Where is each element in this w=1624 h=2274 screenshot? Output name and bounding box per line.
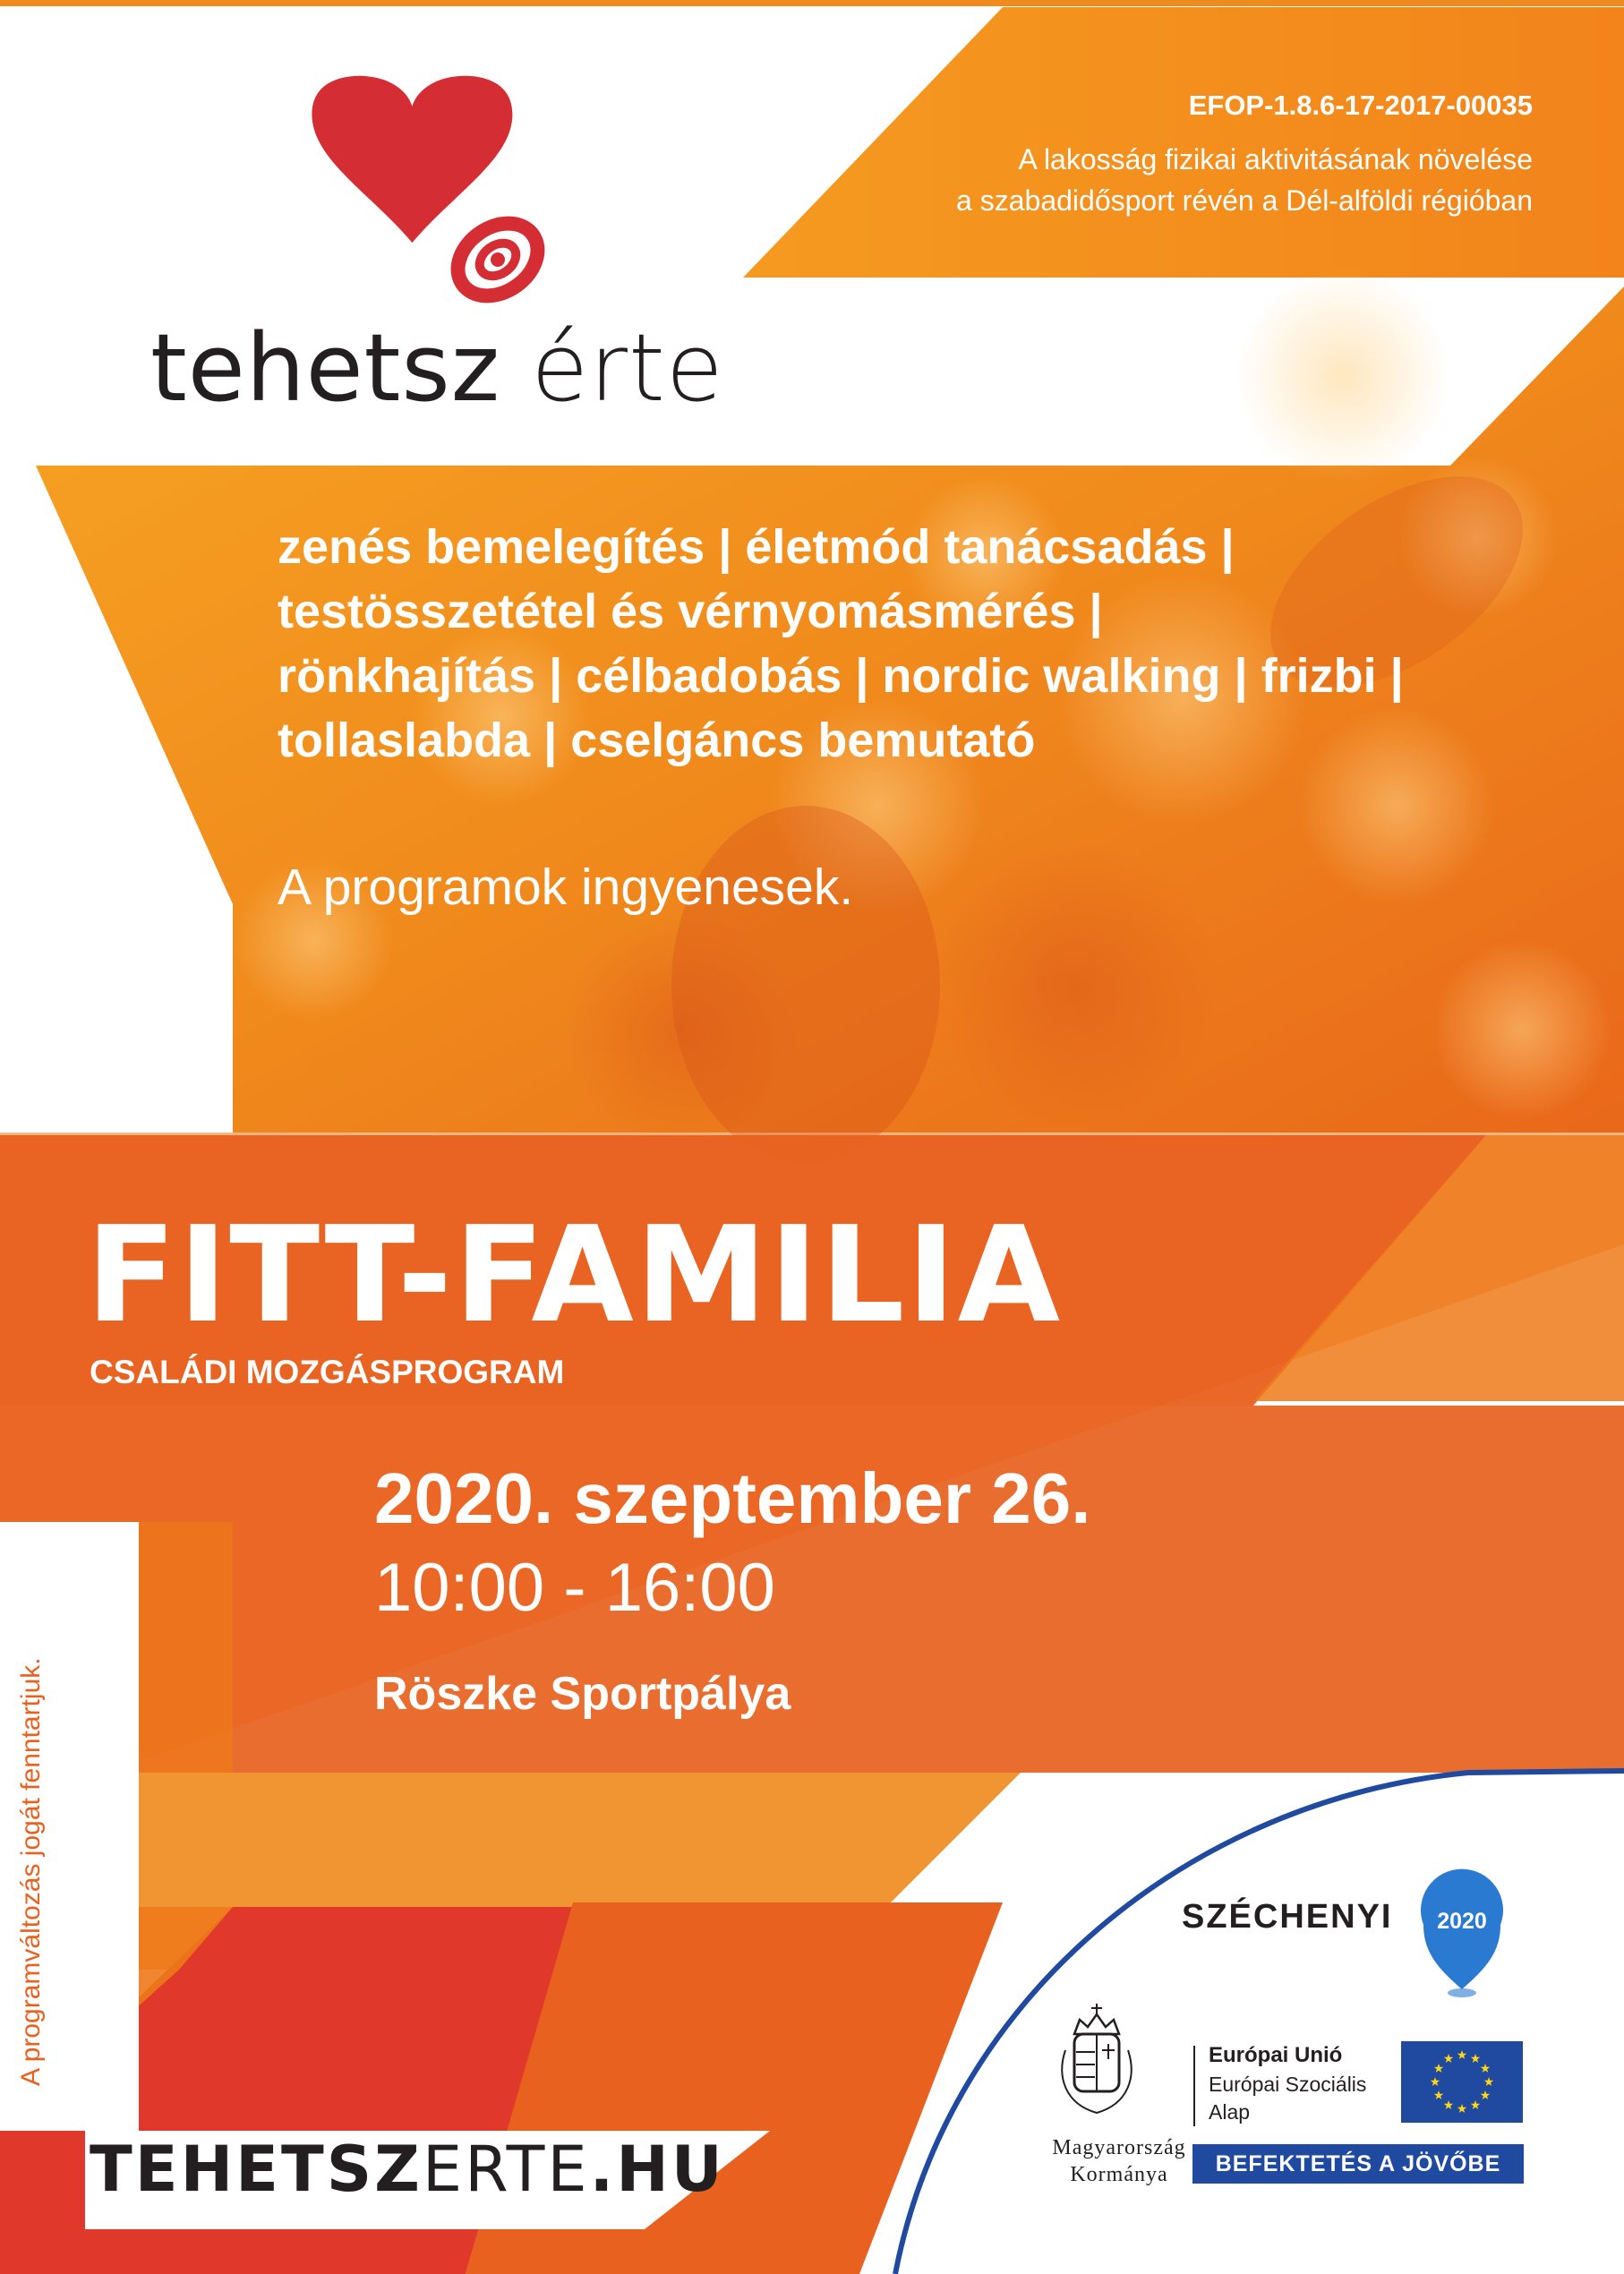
project-line-2: a szabadidősport révén a Dél-alföldi régióban [956, 184, 1533, 217]
eu-line-2: Európai Szociális [1209, 2073, 1367, 2096]
project-line-1: A lakosság fizikai aktivitásának növelése [1018, 143, 1533, 175]
eu-flag-icon [1401, 2041, 1523, 2123]
sponsor-panel [895, 1771, 1624, 2274]
website-thin: ERTE [422, 2133, 590, 2206]
eu-line-1: Európai Unió [1209, 2043, 1343, 2067]
activity-line-3: rönkhajítás | célbadobás | nordic walking | frizbi | [278, 649, 1404, 703]
lower-band [0, 1773, 1021, 1907]
website-bold: TEHETSZ [90, 2133, 423, 2206]
eu-line-3: Alap [1209, 2100, 1251, 2124]
free-note: A programok ingyenesek. [278, 859, 854, 916]
government-line-2: Kormánya [1070, 2163, 1168, 2186]
website-link[interactable] [90, 2133, 725, 2206]
event-venue: Röszke Sportpálya [374, 1668, 791, 1720]
logo-word-dark: tehetsz [150, 313, 501, 423]
logo-wordmark [150, 313, 724, 423]
activity-line-1: zenés bemelegítés | életmód tanácsadás | [278, 520, 1235, 574]
event-title: FITT-FAMILIA [86, 1198, 1063, 1352]
szechenyi-year: 2020 [1437, 1909, 1487, 1934]
activity-line-4: tollaslabda | cselgáncs bemutató [278, 714, 1036, 767]
top-rule [0, 0, 1624, 6]
heart-target-logo [312, 76, 551, 311]
side-note: A programváltozás jogát fenntartjuk. [16, 1657, 46, 2086]
activity-line-2: testösszetétel és vérnyomásmérés | [278, 585, 1103, 638]
upper-right-band [743, 7, 1624, 278]
event-time: 10:00 - 16:00 [374, 1550, 775, 1626]
logo-word-light: érte [531, 313, 724, 423]
szechenyi-label: SZÉCHENYI [1182, 1898, 1393, 1936]
event-date: 2020. szeptember 26. [374, 1458, 1091, 1538]
event-subtitle: CSALÁDI MOZGÁSPROGRAM [90, 1354, 565, 1390]
government-line-1: Magyarország [1052, 2136, 1186, 2159]
project-code: EFOP-1.8.6-17-2017-00035 [1188, 90, 1533, 121]
website-tail: .HU [589, 2133, 725, 2206]
invest-badge: BEFEKTETÉS A JÖVŐBE [1192, 2144, 1524, 2184]
